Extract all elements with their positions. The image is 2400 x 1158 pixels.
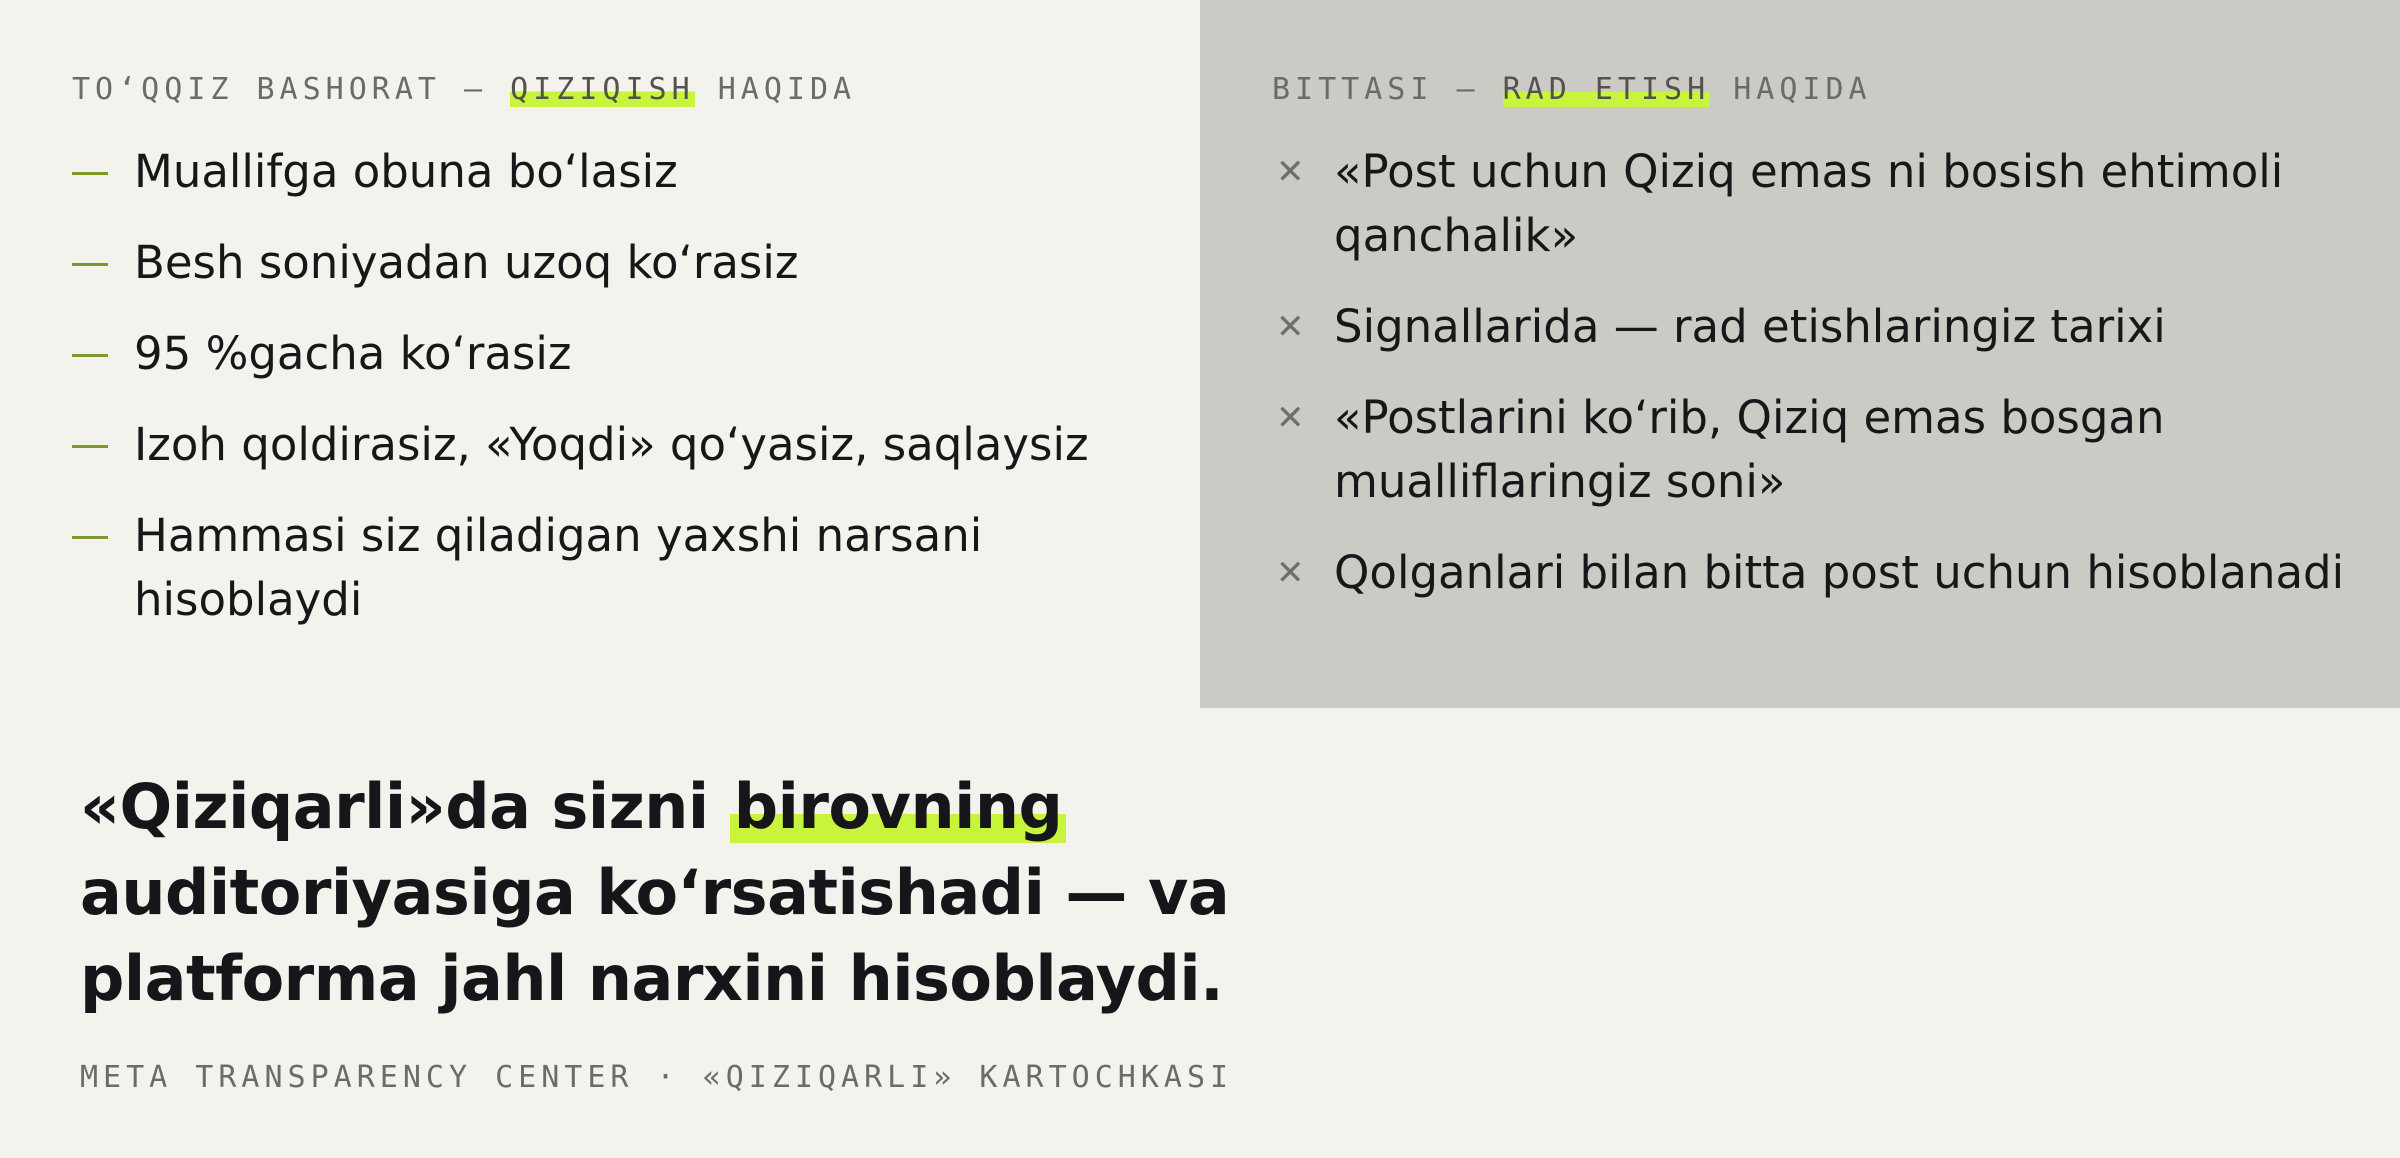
interest-panel <box>0 0 1200 708</box>
rejection-signal-text: Qolganlari bilan bitta post uchun hisoblanadi <box>1334 546 2345 599</box>
headline <box>80 764 1240 1022</box>
dash-icon <box>72 263 108 266</box>
x-icon: ✕ <box>1276 398 1305 438</box>
headline-after: auditoriyasiga ko‘rsatishadi — va platforma jahl narxini hisoblaydi. <box>80 856 1230 1015</box>
interest-eyebrow-prefix: TO‘QQIZ BASHORAT — <box>72 72 511 107</box>
interest-signal-text: 95 %gacha ko‘rasiz <box>134 327 572 380</box>
dash-icon <box>72 536 108 539</box>
source-caption: META TRANSPARENCY CENTER · «QIZIQARLI» KARTOCHKASI <box>80 1060 1234 1095</box>
interest-eyebrow <box>72 70 856 110</box>
interest-signal-item <box>72 322 1092 386</box>
interest-signal-item <box>72 413 1092 477</box>
x-icon: ✕ <box>1276 553 1305 593</box>
interest-signal-text: Muallifga obuna bo‘lasiz <box>134 145 678 198</box>
interest-eyebrow-suffix: HAQIDA <box>694 72 857 107</box>
x-icon: ✕ <box>1276 152 1305 192</box>
rejection-signal-item <box>1272 140 2362 268</box>
rejection-signal-item <box>1272 541 2362 605</box>
interest-signal-text: Besh soniyadan uzoq ko‘rasiz <box>134 236 799 289</box>
dash-icon <box>72 172 108 175</box>
interest-signal-item <box>72 504 1092 632</box>
rejection-eyebrow-highlight: RAD ETISH <box>1502 72 1711 107</box>
headline-highlight: birovning <box>730 770 1067 843</box>
rejection-signal-text: «Post uchun Qiziq emas ni bosish ehtimoli qanchalik» <box>1334 145 2284 262</box>
headline-before: «Qiziqarli»da sizni <box>80 770 730 843</box>
rejection-eyebrow <box>1272 70 1872 110</box>
interest-signal-text: Izoh qoldirasiz, «Yoqdi» qo‘yasiz, saqlaysiz <box>134 418 1089 471</box>
interest-signal-text: Hammasi siz qiladigan yaxshi narsani hisoblaydi <box>134 509 983 626</box>
x-icon: ✕ <box>1276 307 1305 347</box>
rejection-signal-item <box>1272 295 2362 359</box>
rejection-eyebrow-suffix: HAQIDA <box>1710 72 1872 107</box>
rejection-signal-text: «Postlarini ko‘rib, Qiziq emas bosgan mualliflaringiz soni» <box>1334 391 2165 508</box>
interest-signal-list <box>72 140 1092 659</box>
rejection-signal-list <box>1272 140 2362 632</box>
dash-icon <box>72 354 108 357</box>
rejection-signal-item <box>1272 386 2362 514</box>
interest-eyebrow-highlight: QIZIQISH <box>510 72 695 107</box>
rejection-eyebrow-prefix: BITTASI — <box>1272 72 1503 107</box>
interest-signal-item <box>72 231 1092 295</box>
dash-icon <box>72 445 108 448</box>
rejection-signal-text: Signallarida — rad etishlaringiz tarixi <box>1334 300 2166 353</box>
rejection-panel <box>1200 0 2400 708</box>
interest-signal-item <box>72 140 1092 204</box>
